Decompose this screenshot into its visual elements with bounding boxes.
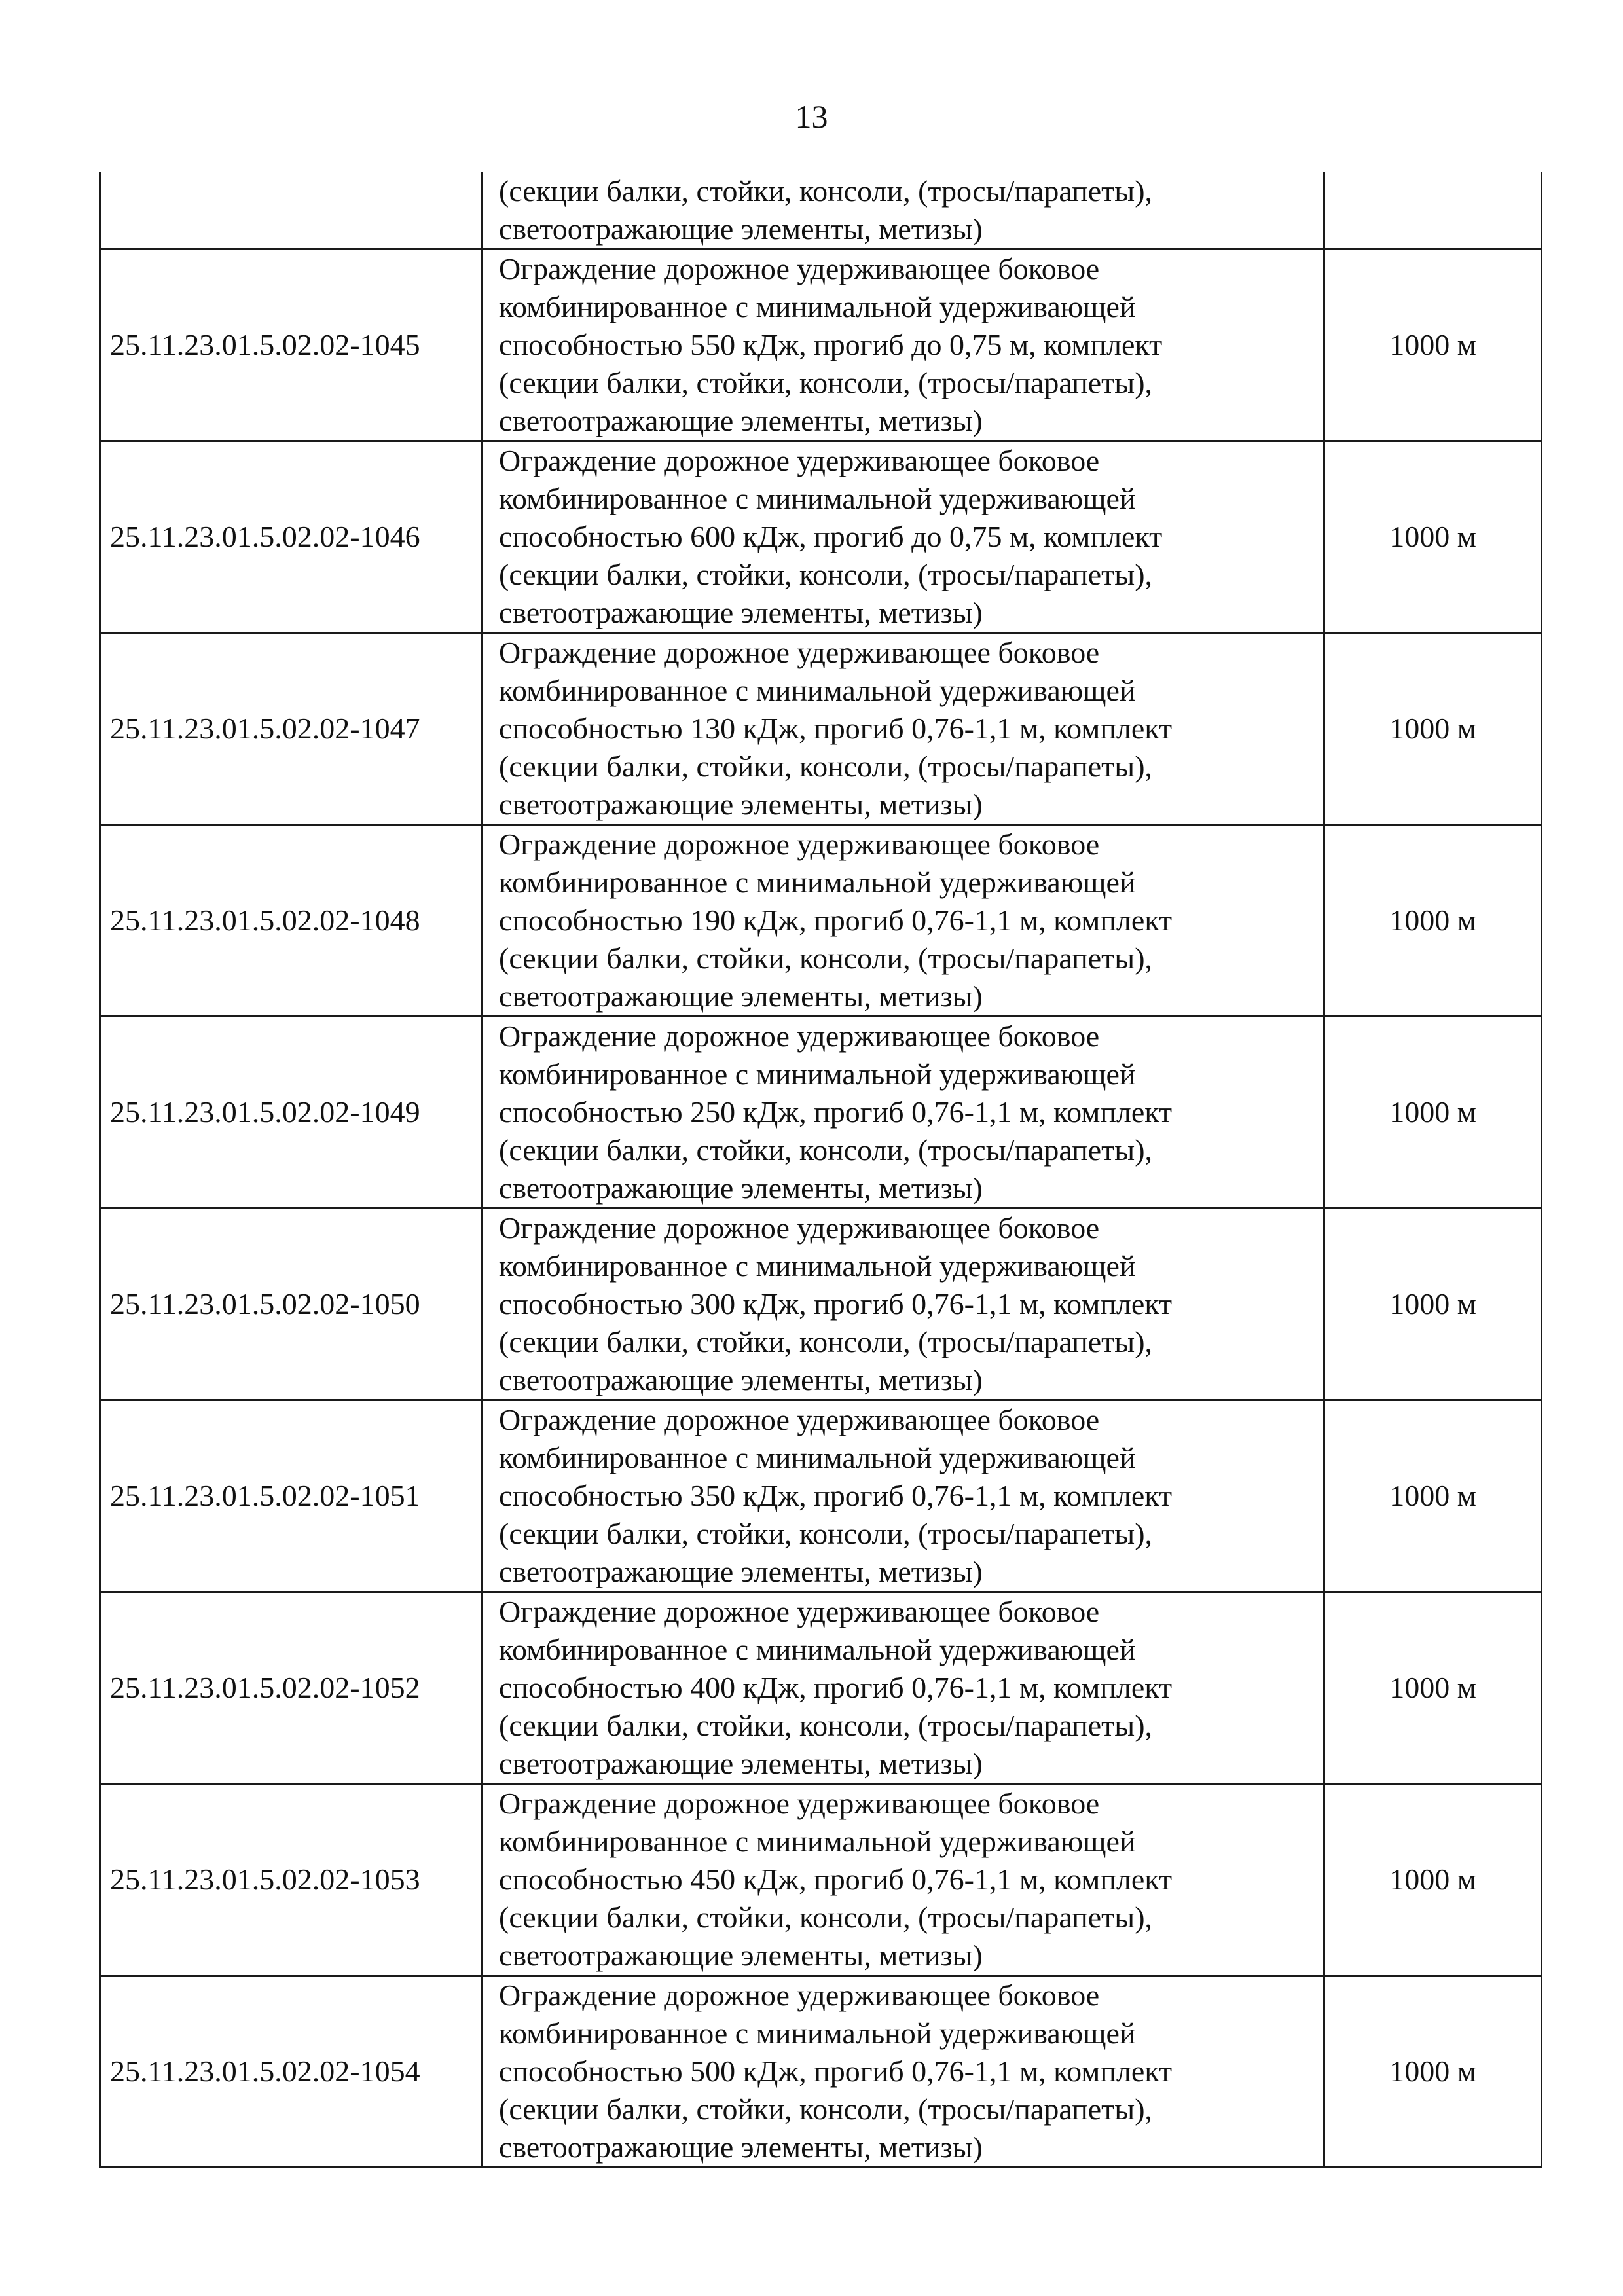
description-line: Ограждение дорожное удерживающее боковое <box>499 1211 1100 1245</box>
description-cell <box>483 825 1324 1017</box>
description-cell <box>483 633 1324 825</box>
description-line: способностью 450 кДж, прогиб 0,76-1,1 м, комплект <box>499 1863 1173 1896</box>
unit-cell <box>1324 172 1542 249</box>
table-row <box>100 1017 1542 1209</box>
unit-cell: 1000 м <box>1324 1017 1542 1209</box>
description-line: Ограждение дорожное удерживающее боковое <box>499 252 1100 285</box>
unit-cell: 1000 м <box>1324 825 1542 1017</box>
code-cell: 25.11.23.01.5.02.02-1050 <box>100 1209 483 1400</box>
description-cell <box>483 172 1324 249</box>
description-line: (секции балки, стойки, консоли, (тросы/парапеты), <box>499 1325 1153 1358</box>
table-row <box>100 1592 1542 1784</box>
description-cell <box>483 1209 1324 1400</box>
description-line: (секции балки, стойки, консоли, (тросы/парапеты), <box>499 1709 1153 1742</box>
description-line: Ограждение дорожное удерживающее боковое <box>499 1595 1100 1628</box>
unit-cell: 1000 м <box>1324 1209 1542 1400</box>
description-line: светоотражающие элементы, метизы) <box>499 2130 983 2164</box>
description-line: комбинированное с минимальной удерживающей <box>499 1057 1136 1091</box>
description-cell <box>483 1400 1324 1592</box>
description-line: комбинированное с минимальной удерживающей <box>499 674 1136 707</box>
description-cell <box>483 441 1324 633</box>
description-line: светоотражающие элементы, метизы) <box>499 1555 983 1588</box>
description-line: светоотражающие элементы, метизы) <box>499 404 983 437</box>
description-line: (секции балки, стойки, консоли, (тросы/парапеты), <box>499 750 1153 783</box>
unit-cell: 1000 м <box>1324 633 1542 825</box>
description-line: комбинированное с минимальной удерживающей <box>499 482 1136 515</box>
description-cell <box>483 1017 1324 1209</box>
description-line: (секции балки, стойки, консоли, (тросы/парапеты), <box>499 1901 1153 1934</box>
description-line: Ограждение дорожное удерживающее боковое <box>499 1403 1100 1436</box>
description-line: светоотражающие элементы, метизы) <box>499 979 983 1013</box>
description-line: способностью 350 кДж, прогиб 0,76-1,1 м, комплект <box>499 1479 1173 1512</box>
description-line: Ограждение дорожное удерживающее боковое <box>499 636 1100 669</box>
resource-table-container <box>99 172 1541 2168</box>
code-cell: 25.11.23.01.5.02.02-1053 <box>100 1784 483 1976</box>
table-row <box>100 1784 1542 1976</box>
description-line: светоотражающие элементы, метизы) <box>499 1939 983 1972</box>
description-line: комбинированное с минимальной удерживающей <box>499 2016 1136 2050</box>
description-line: комбинированное с минимальной удерживающей <box>499 1249 1136 1283</box>
description-line: светоотражающие элементы, метизы) <box>499 596 983 629</box>
description-line: (секции балки, стойки, консоли, (тросы/парапеты), <box>499 558 1153 591</box>
description-line: Ограждение дорожное удерживающее боковое <box>499 1787 1100 1820</box>
table-row <box>100 249 1542 441</box>
description-line: (секции балки, стойки, консоли, (тросы/парапеты), <box>499 366 1153 399</box>
code-cell: 25.11.23.01.5.02.02-1048 <box>100 825 483 1017</box>
page-number: 13 <box>795 98 828 135</box>
description-line: способностью 250 кДж, прогиб 0,76-1,1 м, комплект <box>499 1095 1173 1129</box>
description-line: светоотражающие элементы, метизы) <box>499 1747 983 1780</box>
description-line: Ограждение дорожное удерживающее боковое <box>499 1978 1100 2012</box>
description-line: комбинированное с минимальной удерживающей <box>499 866 1136 899</box>
unit-cell: 1000 м <box>1324 249 1542 441</box>
unit-cell: 1000 м <box>1324 1592 1542 1784</box>
code-cell: 25.11.23.01.5.02.02-1047 <box>100 633 483 825</box>
description-cell <box>483 1976 1324 2168</box>
description-cell <box>483 1592 1324 1784</box>
description-line: светоотражающие элементы, метизы) <box>499 1171 983 1205</box>
unit-cell: 1000 м <box>1324 1976 1542 2168</box>
description-line: комбинированное с минимальной удерживающей <box>499 290 1136 323</box>
description-line: (секции балки, стойки, консоли, (тросы/парапеты), <box>499 941 1153 975</box>
code-cell: 25.11.23.01.5.02.02-1051 <box>100 1400 483 1592</box>
description-line: (секции балки, стойки, консоли, (тросы/парапеты), <box>499 174 1153 208</box>
description-line: светоотражающие элементы, метизы) <box>499 1363 983 1396</box>
code-cell: 25.11.23.01.5.02.02-1046 <box>100 441 483 633</box>
description-line: способностью 600 кДж, прогиб до 0,75 м, комплект <box>499 520 1163 553</box>
code-cell: 25.11.23.01.5.02.02-1052 <box>100 1592 483 1784</box>
description-line: светоотражающие элементы, метизы) <box>499 212 983 246</box>
description-line: способностью 500 кДж, прогиб 0,76-1,1 м, комплект <box>499 2054 1173 2088</box>
description-line: способностью 130 кДж, прогиб 0,76-1,1 м, комплект <box>499 712 1173 745</box>
description-line: комбинированное с минимальной удерживающей <box>499 1633 1136 1666</box>
description-line: способностью 400 кДж, прогиб 0,76-1,1 м, комплект <box>499 1671 1173 1704</box>
unit-cell: 1000 м <box>1324 1400 1542 1592</box>
code-cell: 25.11.23.01.5.02.02-1049 <box>100 1017 483 1209</box>
code-cell: 25.11.23.01.5.02.02-1045 <box>100 249 483 441</box>
table-row <box>100 633 1542 825</box>
description-line: Ограждение дорожное удерживающее боковое <box>499 444 1100 477</box>
description-cell <box>483 1784 1324 1976</box>
table-row <box>100 825 1542 1017</box>
resource-table-body <box>100 172 1542 2168</box>
unit-cell: 1000 м <box>1324 1784 1542 1976</box>
description-line: (секции балки, стойки, консоли, (тросы/парапеты), <box>499 1133 1153 1167</box>
description-line: Ограждение дорожное удерживающее боковое <box>499 828 1100 861</box>
description-line: способностью 550 кДж, прогиб до 0,75 м, комплект <box>499 328 1163 361</box>
description-cell <box>483 249 1324 441</box>
description-line: комбинированное с минимальной удерживающей <box>499 1825 1136 1858</box>
unit-cell: 1000 м <box>1324 441 1542 633</box>
code-cell <box>100 172 483 249</box>
table-row <box>100 1976 1542 2168</box>
code-cell: 25.11.23.01.5.02.02-1054 <box>100 1976 483 2168</box>
description-line: способностью 190 кДж, прогиб 0,76-1,1 м, комплект <box>499 903 1173 937</box>
table-row-continued <box>100 172 1542 249</box>
table-row <box>100 1400 1542 1592</box>
description-line: Ограждение дорожное удерживающее боковое <box>499 1019 1100 1053</box>
table-row <box>100 441 1542 633</box>
resource-table <box>99 172 1542 2168</box>
description-line: комбинированное с минимальной удерживающей <box>499 1441 1136 1474</box>
description-line: светоотражающие элементы, метизы) <box>499 788 983 821</box>
table-row <box>100 1209 1542 1400</box>
description-line: (секции балки, стойки, консоли, (тросы/парапеты), <box>499 1517 1153 1550</box>
description-line: (секции балки, стойки, консоли, (тросы/парапеты), <box>499 2092 1153 2126</box>
description-line: способностью 300 кДж, прогиб 0,76-1,1 м, комплект <box>499 1287 1173 1321</box>
